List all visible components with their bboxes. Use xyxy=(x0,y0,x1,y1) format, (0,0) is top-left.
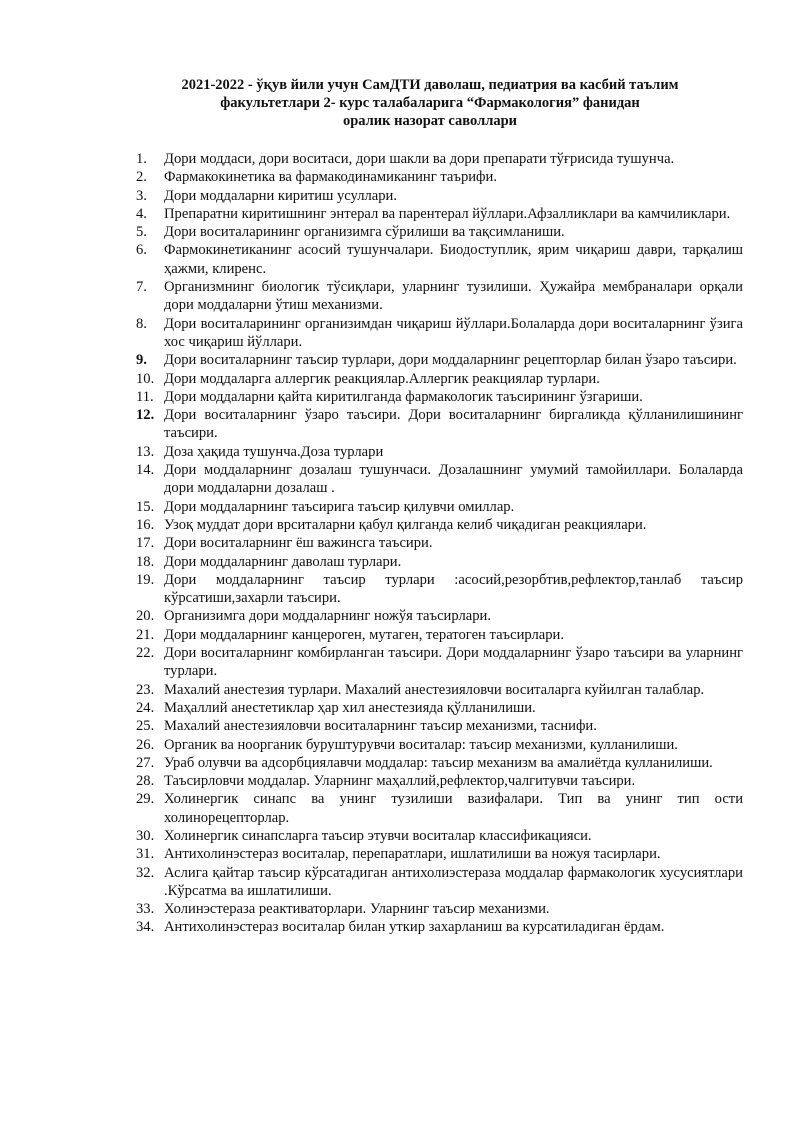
item-number: 28. xyxy=(136,773,155,790)
item-text: Дори воситаларнинг ўзаро таъсири. Дори воситаларнинг биргаликда қўлланилишининг таъсири. xyxy=(164,407,743,442)
item-text: Антихолинэстераз воситалар билан уткир захарланиш ва курсатиладиган ёрдам. xyxy=(164,919,665,936)
item-text: Дори воситаларнинг ёш важинсга таъсири. xyxy=(164,535,433,552)
item-text: Органик ва ноорганик буруштурувчи воситалар: таъсир механизми, кулланилиши. xyxy=(164,736,678,753)
list-item xyxy=(136,443,743,461)
item-number: 1. xyxy=(136,151,147,167)
item-text: Маҳаллий анестетиклар ҳар хил анестезияда қўлланилиши. xyxy=(164,699,536,716)
list-item xyxy=(136,699,743,717)
item-text: Фармокинетиканинг асосий тушунчалари. Биодоступлик, ярим чиқариш даври, тарқалиш ҳажми, клиренс. xyxy=(164,242,743,277)
list-item xyxy=(136,553,743,571)
item-number: 33. xyxy=(136,901,155,918)
item-number: 10. xyxy=(136,370,155,387)
item-text: Холинергик синапсларга таъсир этувчи воситалар классификацияси. xyxy=(164,827,592,844)
list-item xyxy=(136,461,743,498)
list-item xyxy=(136,351,743,369)
item-number: 34. xyxy=(136,919,155,936)
list-item xyxy=(136,534,743,552)
item-text: Таъсирловчи моддалар. Уларнинг маҳаллий,рефлектор,чалгитувчи таъсири. xyxy=(164,773,636,790)
item-text: Дори моддаларнинг дозалаш тушунчаси. Дозалашнинг умумий тамойиллари. Болаларда дори моддаларни дозалаш . xyxy=(164,462,743,497)
item-text: Организмнинг биологик тўсиқлари, уларнинг тузилиши. Ҳужайра мембраналари орқали дори моддаларни ўтиш механизми. xyxy=(164,279,743,314)
item-text: Дори воситаларининг организимдан чиқариш йўллари.Болаларда дори воситаларнинг ўзига хос чиқариш йўллари. xyxy=(164,315,743,350)
list-item xyxy=(136,681,743,699)
item-number: 8. xyxy=(136,315,147,332)
item-number: 25. xyxy=(136,718,155,735)
item-number: 5. xyxy=(136,224,147,241)
item-number: 12. xyxy=(136,407,155,424)
item-text: Дори воситаларнинг комбирланган таъсири. Дори моддаларнинг ўзаро таъсири ва уларнинг турлари. xyxy=(164,645,743,680)
item-text: Аслига қайтар таъсир кўрсатадиган антихолиэстераза моддалар фармакологик хусусиятлари .Кўрсатма ва ишлатилиши. xyxy=(164,864,743,899)
item-number: 4. xyxy=(136,205,147,222)
item-text: Узоқ муддат дори врситаларни қабул қилганда келиб чиқадиган реакциялари. xyxy=(164,516,647,533)
item-text: Дори моддаларнинг таъсирига таъсир қилувчи омиллар. xyxy=(164,498,515,515)
item-number: 11. xyxy=(136,388,154,405)
document-title xyxy=(100,76,760,130)
list-item xyxy=(136,845,743,863)
item-text: Дори моддаси, дори воситаси, дори шакли ва дори препарати тўғрисида тушунча. xyxy=(164,151,675,167)
item-text: Дори моддаларни киритиш усуллари. xyxy=(164,187,398,204)
list-item xyxy=(136,187,743,205)
item-text: Фармакокинетика ва фармакодинамиканинг таърифи. xyxy=(164,169,497,186)
item-number: 18. xyxy=(136,553,155,570)
item-number: 27. xyxy=(136,754,155,771)
item-number: 19. xyxy=(136,571,155,588)
item-text: Махалий анестезия турлари. Махалий анестезияловчи воситаларга куйилган талаблар. xyxy=(164,681,705,698)
item-text: Дори моддаларни қайта киритилганда фармакологик таъсирининг ўзгариши. xyxy=(164,388,643,405)
item-text: Дори моддаларга аллергик реакциялар.Аллергик реакциялар турлари. xyxy=(164,370,600,387)
item-text: Доза ҳақида тушунча.Доза турлари xyxy=(164,443,384,460)
item-number: 16. xyxy=(136,516,155,533)
list-item xyxy=(136,168,743,186)
list-item xyxy=(136,736,743,754)
item-number: 30. xyxy=(136,827,155,844)
item-number: 29. xyxy=(136,791,155,808)
item-text: Антихолинэстераз воситалар, перепаратлари, ишлатилиши ва ножуя тасирлари. xyxy=(164,846,661,863)
list-item xyxy=(136,278,743,315)
title-line-3: оралик назорат саволлари xyxy=(342,113,518,129)
item-number: 26. xyxy=(136,736,155,753)
list-item xyxy=(136,223,743,241)
list-item xyxy=(136,498,743,516)
item-number: 21. xyxy=(136,626,155,643)
item-text: Организимга дори моддаларнинг ножўя таъсирлари. xyxy=(164,608,491,625)
item-number: 23. xyxy=(136,681,155,698)
item-text: Холинэстераза реактиваторлари. Уларнинг таъсир механизми. xyxy=(164,901,550,918)
item-number: 9. xyxy=(136,352,147,369)
list-item xyxy=(136,388,743,406)
item-number: 17. xyxy=(136,535,155,552)
list-item xyxy=(136,406,743,443)
item-text: Махалий анестезияловчи воситаларнинг таъсир механизми, таснифи. xyxy=(164,718,597,735)
list-item xyxy=(136,717,743,735)
item-number: 3. xyxy=(136,187,147,204)
item-text: Холинергик синапс ва унинг тузилиши вазифалари. Тип ва унинг тип ости холинорецепторлар. xyxy=(164,791,743,826)
list-item xyxy=(136,772,743,790)
item-text: Дори моддаларнинг канцероген, мутаген, тератоген таъсирлари. xyxy=(164,626,565,643)
list-item xyxy=(136,241,743,278)
list-item xyxy=(136,205,743,223)
list-item xyxy=(136,644,743,681)
list-item xyxy=(136,370,743,388)
list-item xyxy=(136,900,743,918)
list-item xyxy=(136,516,743,534)
item-number: 31. xyxy=(136,846,155,863)
item-number: 2. xyxy=(136,169,147,186)
item-text: Ураб олувчи ва адсорбциялавчи моддалар: таъсир механизм ва амалиётда кулланилиши. xyxy=(164,754,713,771)
list-item xyxy=(136,790,743,827)
item-text: Дори моддаларнинг таъсир турлари :асосий,резорбтив,рефлектор,танлаб таъсир кўрсатиши,захарли таъсири. xyxy=(164,571,743,607)
list-item xyxy=(136,150,743,168)
item-number: 7. xyxy=(136,279,147,296)
item-number: 14. xyxy=(136,462,155,479)
list-item xyxy=(136,754,743,772)
item-number: 22. xyxy=(136,645,155,662)
title-line-1: 2021-2022 - ўқув йили учун СамДТИ даволаш, педиатрия ва касбий таълим xyxy=(181,77,679,93)
item-text: Дори воситаларининг организимга сўрилиши ва тақсимланиши. xyxy=(164,224,565,241)
item-number: 24. xyxy=(136,699,155,716)
item-number: 6. xyxy=(136,242,147,259)
list-item xyxy=(136,827,743,845)
question-list xyxy=(136,150,743,937)
item-number: 13. xyxy=(136,443,155,460)
list-item xyxy=(136,571,743,608)
item-text: Препаратни киритишнинг энтерал ва парентерал йўллари.Афзалликлари ва камчиликлари. xyxy=(164,205,731,222)
item-number: 20. xyxy=(136,608,155,625)
list-item xyxy=(136,626,743,644)
item-number: 15. xyxy=(136,498,155,515)
item-text: Дори моддаларнинг даволаш турлари. xyxy=(164,553,402,570)
item-text: Дори воситаларнинг таъсир турлари, дори моддаларнинг рецепторлар билан ўзаро таъсири. xyxy=(164,352,737,369)
list-item xyxy=(136,607,743,625)
list-item xyxy=(136,315,743,352)
title-line-2: факультетлари 2- курс талабаларига “Фармакология” фанидан xyxy=(220,95,640,111)
list-item xyxy=(136,864,743,901)
item-number: 32. xyxy=(136,864,155,881)
list-item xyxy=(136,918,743,936)
